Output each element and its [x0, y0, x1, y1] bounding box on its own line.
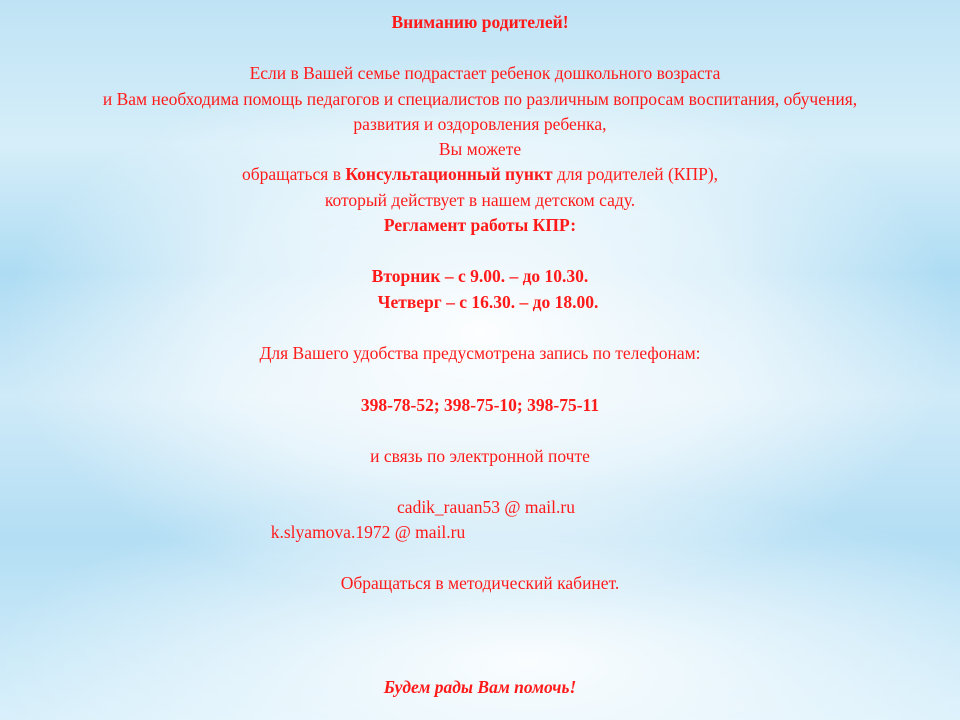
intro-line-5	[0, 163, 960, 185]
phone-intro: Для Вашего удобства предусмотрена запись по телефонам:	[259, 343, 701, 363]
notice-title: Вниманию родителей!	[391, 12, 569, 32]
intro-line-5-suffix: для родителей (КПР),	[552, 164, 719, 184]
intro-line-3: развития и оздоровления ребенка,	[353, 114, 607, 134]
intro-line-2: и Вам необходима помощь педагогов и специалистов по различным вопросам воспитания, обучения,	[102, 89, 858, 109]
closing-message: Будем рады Вам помочь!	[383, 677, 577, 697]
schedule-title: Регламент работы КПР:	[383, 215, 577, 235]
email-address-2: k.slyamova.1972 @ mail.ru	[270, 522, 466, 542]
consultation-point-name: Консультационный пункт	[345, 164, 553, 184]
schedule-tuesday: Вторник – с 9.00. – до 10.30.	[371, 266, 589, 286]
intro-line-4: Вы можете	[438, 139, 522, 159]
phone-numbers: 398-78-52; 398-75-10; 398-75-11	[360, 395, 600, 415]
office-note: Обращаться в методический кабинет.	[340, 573, 620, 593]
intro-line-5-prefix: обращаться в	[241, 164, 346, 184]
email-address-1: cadik_rauan53 @ mail.ru	[397, 497, 575, 517]
email-intro: и связь по электронной почте	[370, 446, 590, 466]
intro-line-1: Если в Вашей семье подрастает ребенок дошкольного возраста	[249, 63, 721, 83]
schedule-thursday: Четверг – с 16.30. – до 18.00.	[377, 292, 599, 312]
intro-line-6: который действует в нашем детском саду.	[324, 190, 636, 210]
